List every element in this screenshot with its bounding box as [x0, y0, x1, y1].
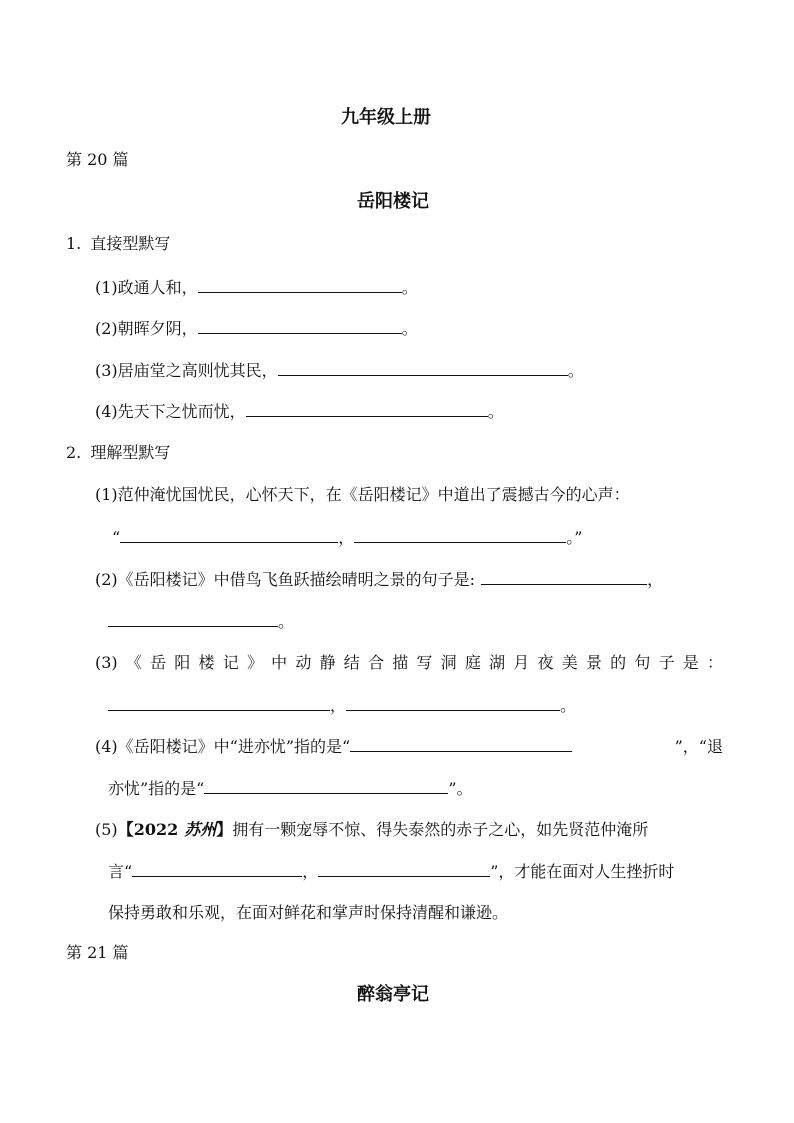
- fill-item: [95, 360, 584, 381]
- answer-blank[interactable]: [108, 695, 330, 711]
- answer-blank[interactable]: [108, 611, 278, 627]
- item-text: 居庙堂之高则忧其民，: [117, 361, 278, 380]
- fill-line: [95, 736, 723, 757]
- item-number: (3): [95, 361, 118, 380]
- answer-blank[interactable]: [120, 527, 338, 543]
- answer-blank[interactable]: [350, 736, 572, 752]
- answer-blank[interactable]: [132, 861, 302, 877]
- answer-blank[interactable]: [204, 778, 448, 794]
- item-end: 。”: [566, 528, 583, 547]
- fill-line: [95, 569, 663, 590]
- comma: ，: [330, 696, 347, 715]
- section-label: 第 20 篇: [66, 150, 129, 169]
- colon: :: [469, 570, 476, 589]
- section-title: 醉翁亭记: [357, 984, 429, 1005]
- item-text: ”，才能在面对人生挫折时: [490, 862, 675, 881]
- item-text: 保持勇敢和乐观，在面对鲜花和掌声时保持清醒和谦逊。: [108, 903, 509, 922]
- question-label: 直接型默写: [90, 234, 171, 253]
- item-text: (4)《岳阳楼记》中“进亦忧”指的是“: [95, 737, 351, 756]
- item-close: ”，“退: [674, 737, 723, 756]
- comma: ，: [302, 862, 319, 881]
- item-number: (5): [95, 820, 118, 839]
- page-heading: 九年级上册: [341, 107, 431, 128]
- item-text: 政通人和，: [117, 278, 198, 297]
- answer-blank[interactable]: [278, 360, 568, 376]
- fill-line: [108, 778, 473, 799]
- item-end: 。: [560, 696, 577, 715]
- question-1-heading: [66, 234, 170, 254]
- item-text: (2)《岳阳楼记》中借鸟飞鱼跃描绘晴明之景的句子是: [95, 570, 470, 589]
- item-number: (1): [95, 278, 118, 297]
- fill-line: [108, 695, 576, 716]
- fill-line: [108, 611, 294, 632]
- fill-line: [112, 527, 582, 548]
- item-end: ”。: [448, 779, 473, 798]
- comma: ，: [338, 528, 355, 547]
- question-number: 1.: [66, 234, 82, 253]
- item-end: 。: [401, 319, 418, 338]
- item-text: 朝晖夕阴，: [117, 319, 198, 338]
- section-title: 岳阳楼记: [357, 191, 429, 212]
- item-number: (4): [95, 402, 118, 421]
- answer-blank[interactable]: [354, 527, 566, 543]
- question-number: 2.: [66, 443, 82, 462]
- question-label: 理解型默写: [90, 443, 171, 462]
- open-quote: “: [112, 528, 121, 547]
- fill-line: [95, 820, 648, 840]
- fill-item: [95, 318, 418, 339]
- item-end: 。: [278, 612, 295, 631]
- item-text: 言“: [108, 862, 133, 881]
- item-text: (1)范仲淹忧国忧民，心怀天下，在《岳阳楼记》中道出了震撼古今的心声：: [95, 485, 630, 504]
- answer-blank[interactable]: [198, 318, 402, 334]
- fill-item: [95, 401, 504, 422]
- source-year: 2022: [133, 820, 179, 839]
- section-label: 第 21 篇: [66, 943, 129, 962]
- question-2-heading: [66, 443, 170, 463]
- comma: ，: [647, 570, 664, 589]
- answer-blank[interactable]: [198, 277, 402, 293]
- source-city: 苏州: [184, 820, 217, 839]
- source-tag-close: 】: [216, 820, 233, 839]
- answer-blank[interactable]: [318, 861, 490, 877]
- answer-blank[interactable]: [346, 695, 560, 711]
- item-text: 亦忧”指的是“: [108, 779, 205, 798]
- item-text: (3)《岳阳楼记》中动静结合描写洞庭湖月夜美景的句子是：: [95, 653, 723, 672]
- fill-line: [108, 861, 674, 882]
- item-end: 。: [567, 361, 584, 380]
- item-text: 先天下之忧而忧，: [117, 402, 246, 421]
- answer-blank[interactable]: [246, 401, 488, 417]
- item-end: 。: [401, 278, 418, 297]
- item-text: 拥有一颗宠辱不惊、得失泰然的赤子之心，如先贤范仲淹所: [232, 820, 649, 839]
- item-end: 。: [487, 402, 504, 421]
- source-tag-open: 【: [117, 820, 134, 839]
- answer-blank[interactable]: [481, 569, 647, 585]
- item-number: (2): [95, 319, 118, 338]
- fill-item: [95, 277, 418, 298]
